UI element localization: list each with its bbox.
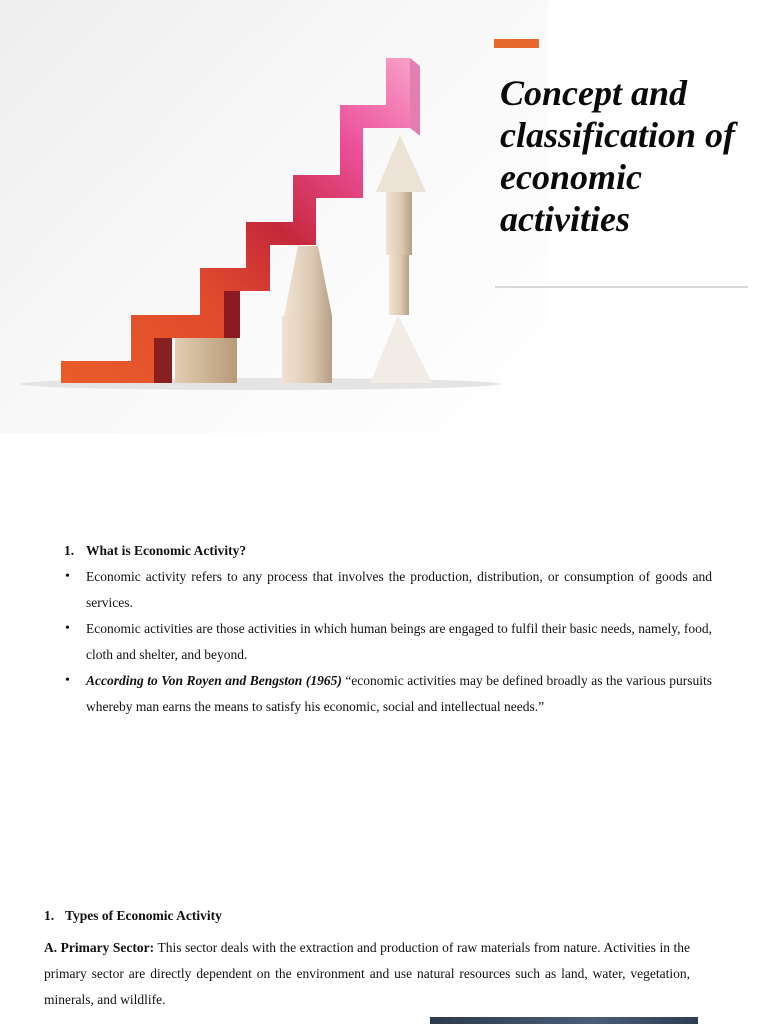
stairs-shade-2 — [224, 291, 240, 338]
citation-emphasis: According to Von Royen and Bengston (1965) — [86, 673, 342, 688]
list-item — [64, 564, 712, 616]
title-slide-image — [0, 0, 548, 433]
section-heading-text: Types of Economic Activity — [65, 908, 222, 923]
wood-column-upper — [386, 190, 412, 255]
section-heading — [44, 903, 690, 929]
wood-pyramid — [370, 315, 432, 383]
slide-title: Concept and classification of economic activities — [500, 73, 735, 239]
primary-sector-paragraph — [44, 935, 690, 1013]
section-photo — [430, 1017, 698, 1024]
stairs-shade — [154, 338, 172, 383]
title-divider — [495, 286, 748, 288]
section-types-of-economic-activity — [44, 903, 690, 1013]
stairs-blocks-illustration — [0, 0, 548, 433]
section-number: 1. — [44, 908, 55, 923]
list-item — [64, 616, 712, 668]
bullet-text: “economic activities may be defined broadly as the various pursuits whereby man earns the means to satisfy his economic, social and intellectual needs.” — [86, 673, 713, 714]
paragraph-text: This sector deals with the extraction and production of raw materials from nature. Activities in the primary sector are directly dependent on the environment and use natural resources such as land, water, vegetation, minerals, and wildlife. — [44, 940, 690, 1007]
wood-block — [282, 316, 332, 383]
paragraph-lead: A. Primary Sector: — [44, 940, 155, 955]
wood-cone — [284, 246, 332, 316]
section-number: 1. — [64, 543, 75, 558]
wood-arrow-tip — [376, 135, 426, 192]
section-heading-text: What is Economic Activity? — [86, 543, 247, 558]
section-heading — [64, 538, 712, 564]
stairs-side — [410, 58, 420, 136]
bullet-text: Economic activities are those activities in which human beings are engaged to fulfil their basic needs, namely, food, cloth and shelter, and beyond. — [86, 621, 712, 662]
bullet-list — [64, 564, 712, 720]
accent-bar — [494, 39, 539, 48]
list-item — [64, 668, 712, 720]
wood-cube — [175, 338, 237, 383]
section-what-is-economic-activity — [64, 538, 712, 720]
wood-column — [389, 255, 409, 315]
bullet-text: Economic activity refers to any process that involves the production, distribution, or consumption of goods and services. — [86, 569, 712, 610]
